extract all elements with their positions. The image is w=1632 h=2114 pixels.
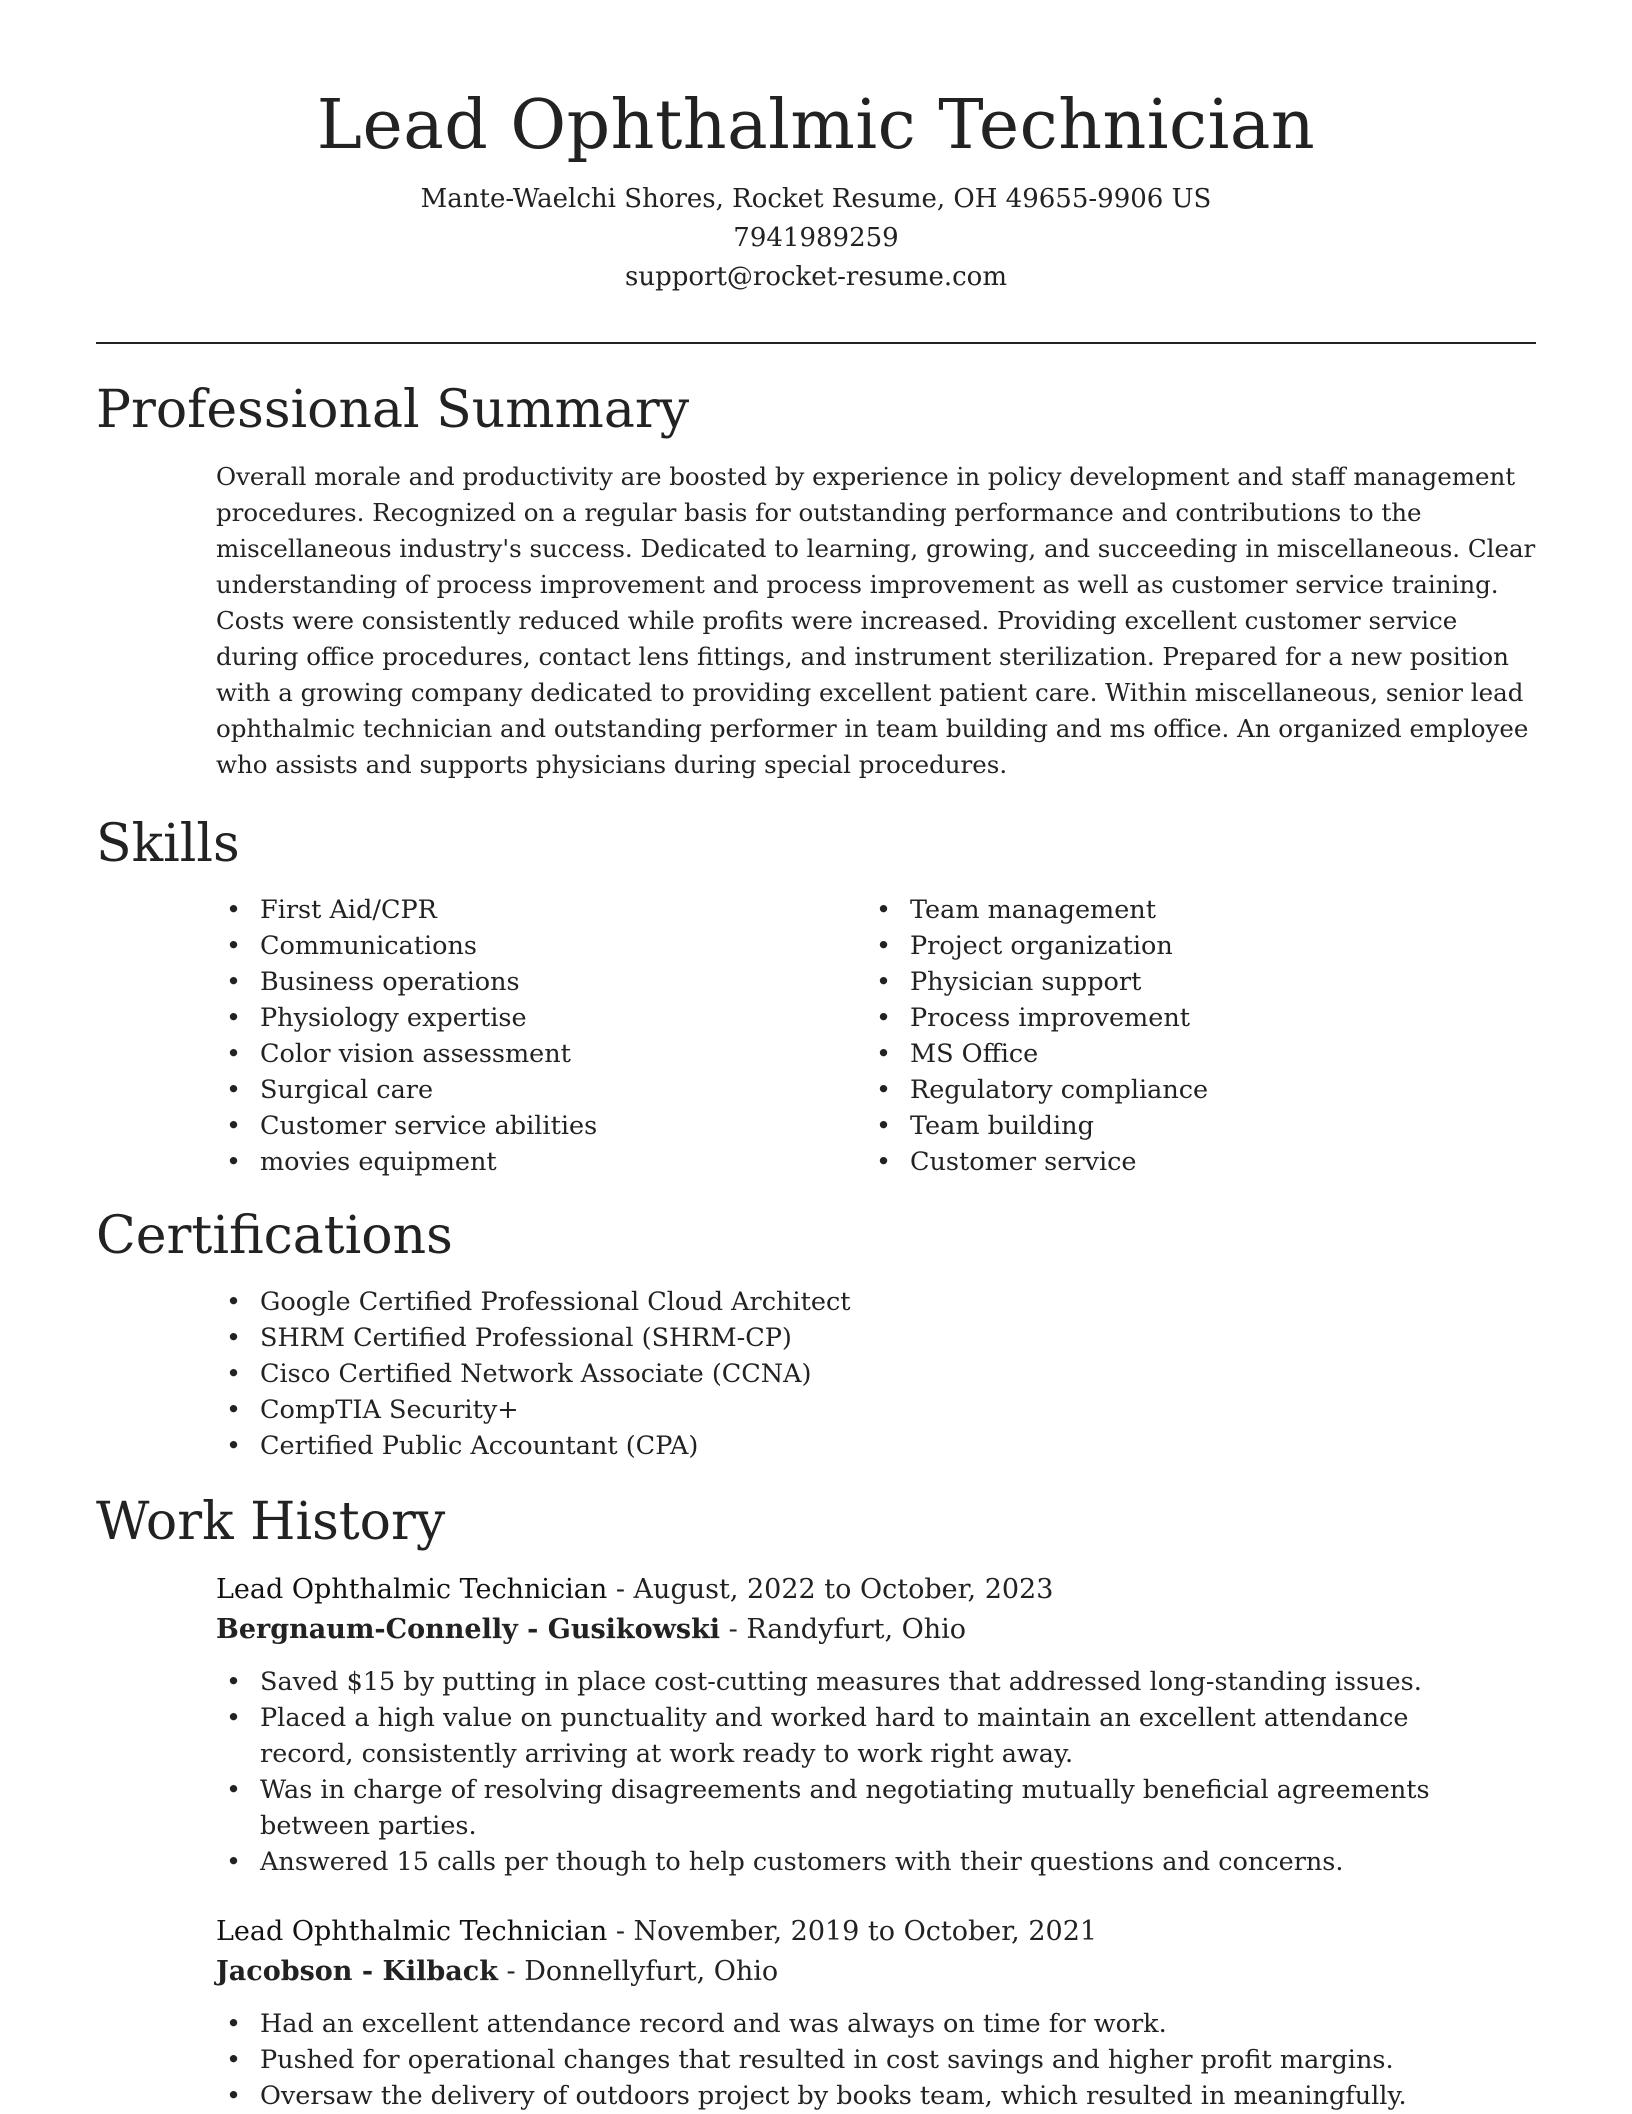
phone-text: 7941989259 bbox=[733, 223, 899, 253]
list-item: • Color vision assessment bbox=[216, 1036, 816, 1072]
list-item: • Was in charge of resolving disagreements and negotiating mutually beneficial agreements between parties. bbox=[216, 1772, 1506, 1844]
work-history-heading: Work History bbox=[96, 1492, 446, 1552]
summary-text: Overall morale and productivity are boosted by experience in policy development and staff management procedures. Recognized on a regular basis for outstanding performance and contributions to the miscellaneous industry's success. Dedicated to learning, growing, and succeeding in miscellaneous. Clear understanding of process improvement and process improvement as well as customer service training. Costs were consistently reduced while profits were increased. Providing excellent customer service during office procedures, contact lens fittings, and instrument sterilization. Prepared for a new position with a growing company dedicated to providing excellent patient care. Within miscellaneous, senior lead ophthalmic technician and outstanding performer in team building and ms office. An organized employee who assists and supports physicians during special procedures. bbox=[216, 462, 1536, 779]
list-item: • Regulatory compliance bbox=[866, 1072, 1516, 1108]
skills-list-right bbox=[866, 892, 1516, 1180]
certifications-list bbox=[216, 1284, 1536, 1464]
list-item: • Google Certified Professional Cloud Architect bbox=[216, 1284, 1536, 1320]
job-title: Lead Ophthalmic Technician bbox=[216, 1574, 608, 1605]
job-title-line bbox=[216, 1912, 1097, 1952]
list-item: • CompTIA Security+ bbox=[216, 1392, 1536, 1428]
email-text: support@rocket-resume.com bbox=[624, 262, 1007, 292]
job-bullets bbox=[216, 1664, 1506, 1880]
summary-heading: Professional Summary bbox=[96, 380, 690, 440]
list-item: • Certified Public Accountant (CPA) bbox=[216, 1428, 1536, 1464]
skills-list-left bbox=[216, 892, 816, 1180]
resume-header bbox=[0, 0, 1632, 297]
list-item: • Placed a high value on punctuality and worked hard to maintain an excellent attendance record, consistently arriving at work ready to work right away. bbox=[216, 1700, 1506, 1772]
list-item: • Saved $15 by putting in place cost-cutting measures that addressed long-standing issues. bbox=[216, 1664, 1506, 1700]
job-location: - Randyfurt, Ohio bbox=[720, 1614, 967, 1645]
list-item: • Pushed for operational changes that resulted in cost savings and higher profit margins. bbox=[216, 2042, 1506, 2078]
list-item: • Customer service abilities bbox=[216, 1108, 816, 1144]
certifications-heading: Certifications bbox=[96, 1206, 453, 1266]
list-item: • Oversaw the delivery of outdoors project by books team, which resulted in meaningfully. bbox=[216, 2078, 1506, 2114]
job-title: Lead Ophthalmic Technician bbox=[216, 1916, 608, 1947]
job-title-line bbox=[216, 1570, 1053, 1610]
list-item: • movies equipment bbox=[216, 1144, 816, 1180]
job-dates: - November, 2019 to October, 2021 bbox=[607, 1916, 1098, 1947]
list-item: • Customer service bbox=[866, 1144, 1516, 1180]
job-dates: - August, 2022 to October, 2023 bbox=[607, 1574, 1054, 1605]
list-item: • Surgical care bbox=[216, 1072, 816, 1108]
job-company: Bergnaum-Connelly - Gusikowski bbox=[216, 1614, 721, 1645]
list-item: • First Aid/CPR bbox=[216, 892, 816, 928]
job-company: Jacobson - Kilback bbox=[216, 1956, 498, 1987]
skills-heading: Skills bbox=[96, 814, 240, 874]
job-company-line bbox=[216, 1610, 966, 1650]
contact-block bbox=[0, 180, 1632, 297]
candidate-title: Lead Ophthalmic Technician bbox=[316, 86, 1316, 165]
address-text: Mante-Waelchi Shores, Rocket Resume, OH 49655-9906 US bbox=[420, 184, 1212, 214]
job-bullets bbox=[216, 2006, 1506, 2114]
list-item: • MS Office bbox=[866, 1036, 1516, 1072]
list-item: • Team management bbox=[866, 892, 1516, 928]
list-item: • Process improvement bbox=[866, 1000, 1516, 1036]
list-item: • Team building bbox=[866, 1108, 1516, 1144]
job-company-line bbox=[216, 1952, 778, 1992]
list-item: • Cisco Certified Network Associate (CCNA) bbox=[216, 1356, 1536, 1392]
list-item: • Answered 15 calls per though to help customers with their questions and concerns. bbox=[216, 1844, 1506, 1880]
list-item: • Physician support bbox=[866, 964, 1516, 1000]
list-item: • Had an excellent attendance record and was always on time for work. bbox=[216, 2006, 1506, 2042]
list-item: • Physiology expertise bbox=[216, 1000, 816, 1036]
list-item: • SHRM Certified Professional (SHRM-CP) bbox=[216, 1320, 1536, 1356]
job-location: - Donnellyfurt, Ohio bbox=[497, 1956, 779, 1987]
list-item: • Business operations bbox=[216, 964, 816, 1000]
list-item: • Communications bbox=[216, 928, 816, 964]
list-item: • Project organization bbox=[866, 928, 1516, 964]
header-divider bbox=[96, 342, 1536, 344]
